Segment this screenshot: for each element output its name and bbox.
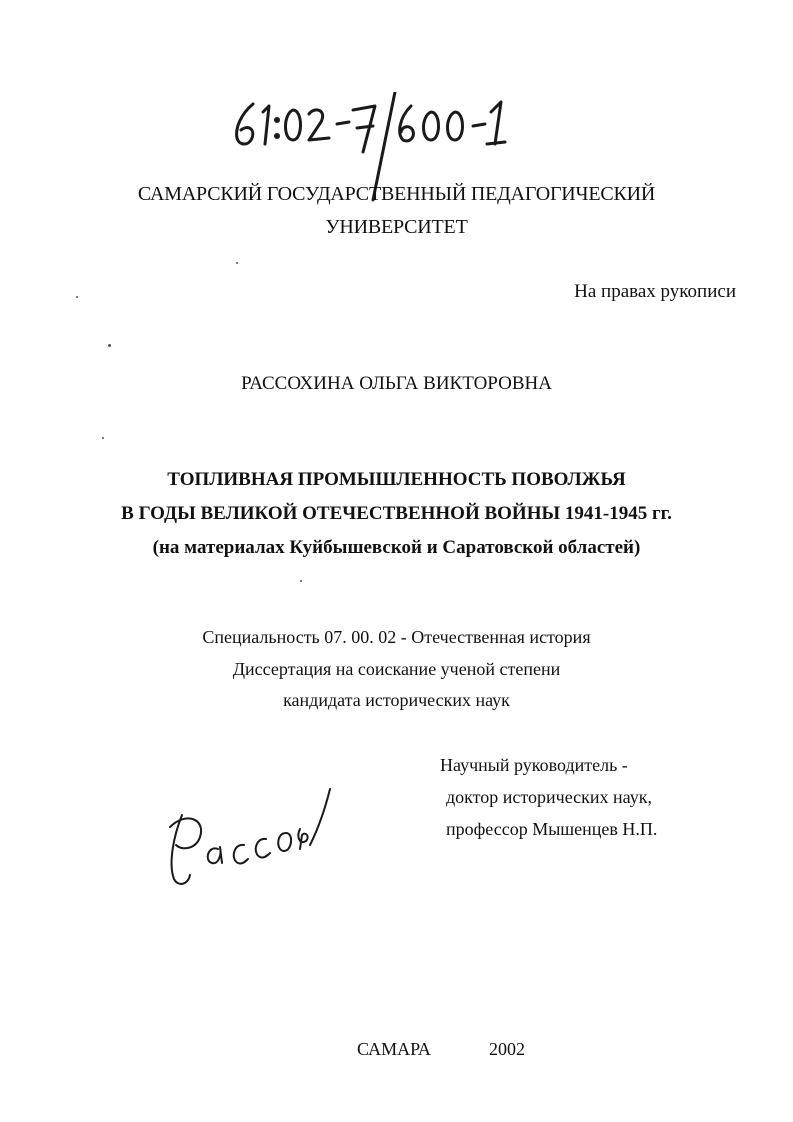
degree-type-line: кандидата исторических наук [283, 690, 510, 710]
university-name-line1: САМАРСКИЙ ГОСУДАРСТВЕННЫЙ ПЕДАГОГИЧЕСКИЙ [137, 183, 656, 205]
supervisor-name: профессор Мышенцев Н.П. [446, 819, 658, 839]
scan-speck [300, 580, 302, 582]
degree-line: Диссертация на соискание ученой степени [232, 659, 561, 679]
scan-speck [76, 296, 78, 298]
author-name: РАССОХИНА ОЛЬГА ВИКТОРОВНА [241, 373, 552, 394]
title-line3: (на материалах Куйбышевской и Саратовской областей) [152, 537, 641, 558]
year: 2002 [489, 1039, 525, 1059]
manuscript-rights-note: На правах рукописи [574, 281, 736, 302]
scan-speck [236, 262, 238, 264]
handwritten-signature [160, 775, 340, 895]
city: САМАРА [357, 1039, 431, 1059]
supervisor-degree: доктор исторических наук, [446, 787, 652, 807]
university-name-line2: УНИВЕРСИТЕТ [325, 216, 468, 238]
specialty-line: Специальность 07. 00. 02 - Отечественная история [202, 627, 591, 647]
scan-speck [102, 437, 104, 439]
supervisor-role: Научный руководитель - [440, 755, 628, 775]
scan-speck [108, 344, 111, 347]
title-line1: ТОПЛИВНАЯ ПРОМЫШЛЕННОСТЬ ПОВОЛЖЬЯ [167, 469, 626, 490]
title-line2: В ГОДЫ ВЕЛИКОЙ ОТЕЧЕСТВЕННОЙ ВОЙНЫ 1941-1945 гг. [121, 503, 672, 524]
